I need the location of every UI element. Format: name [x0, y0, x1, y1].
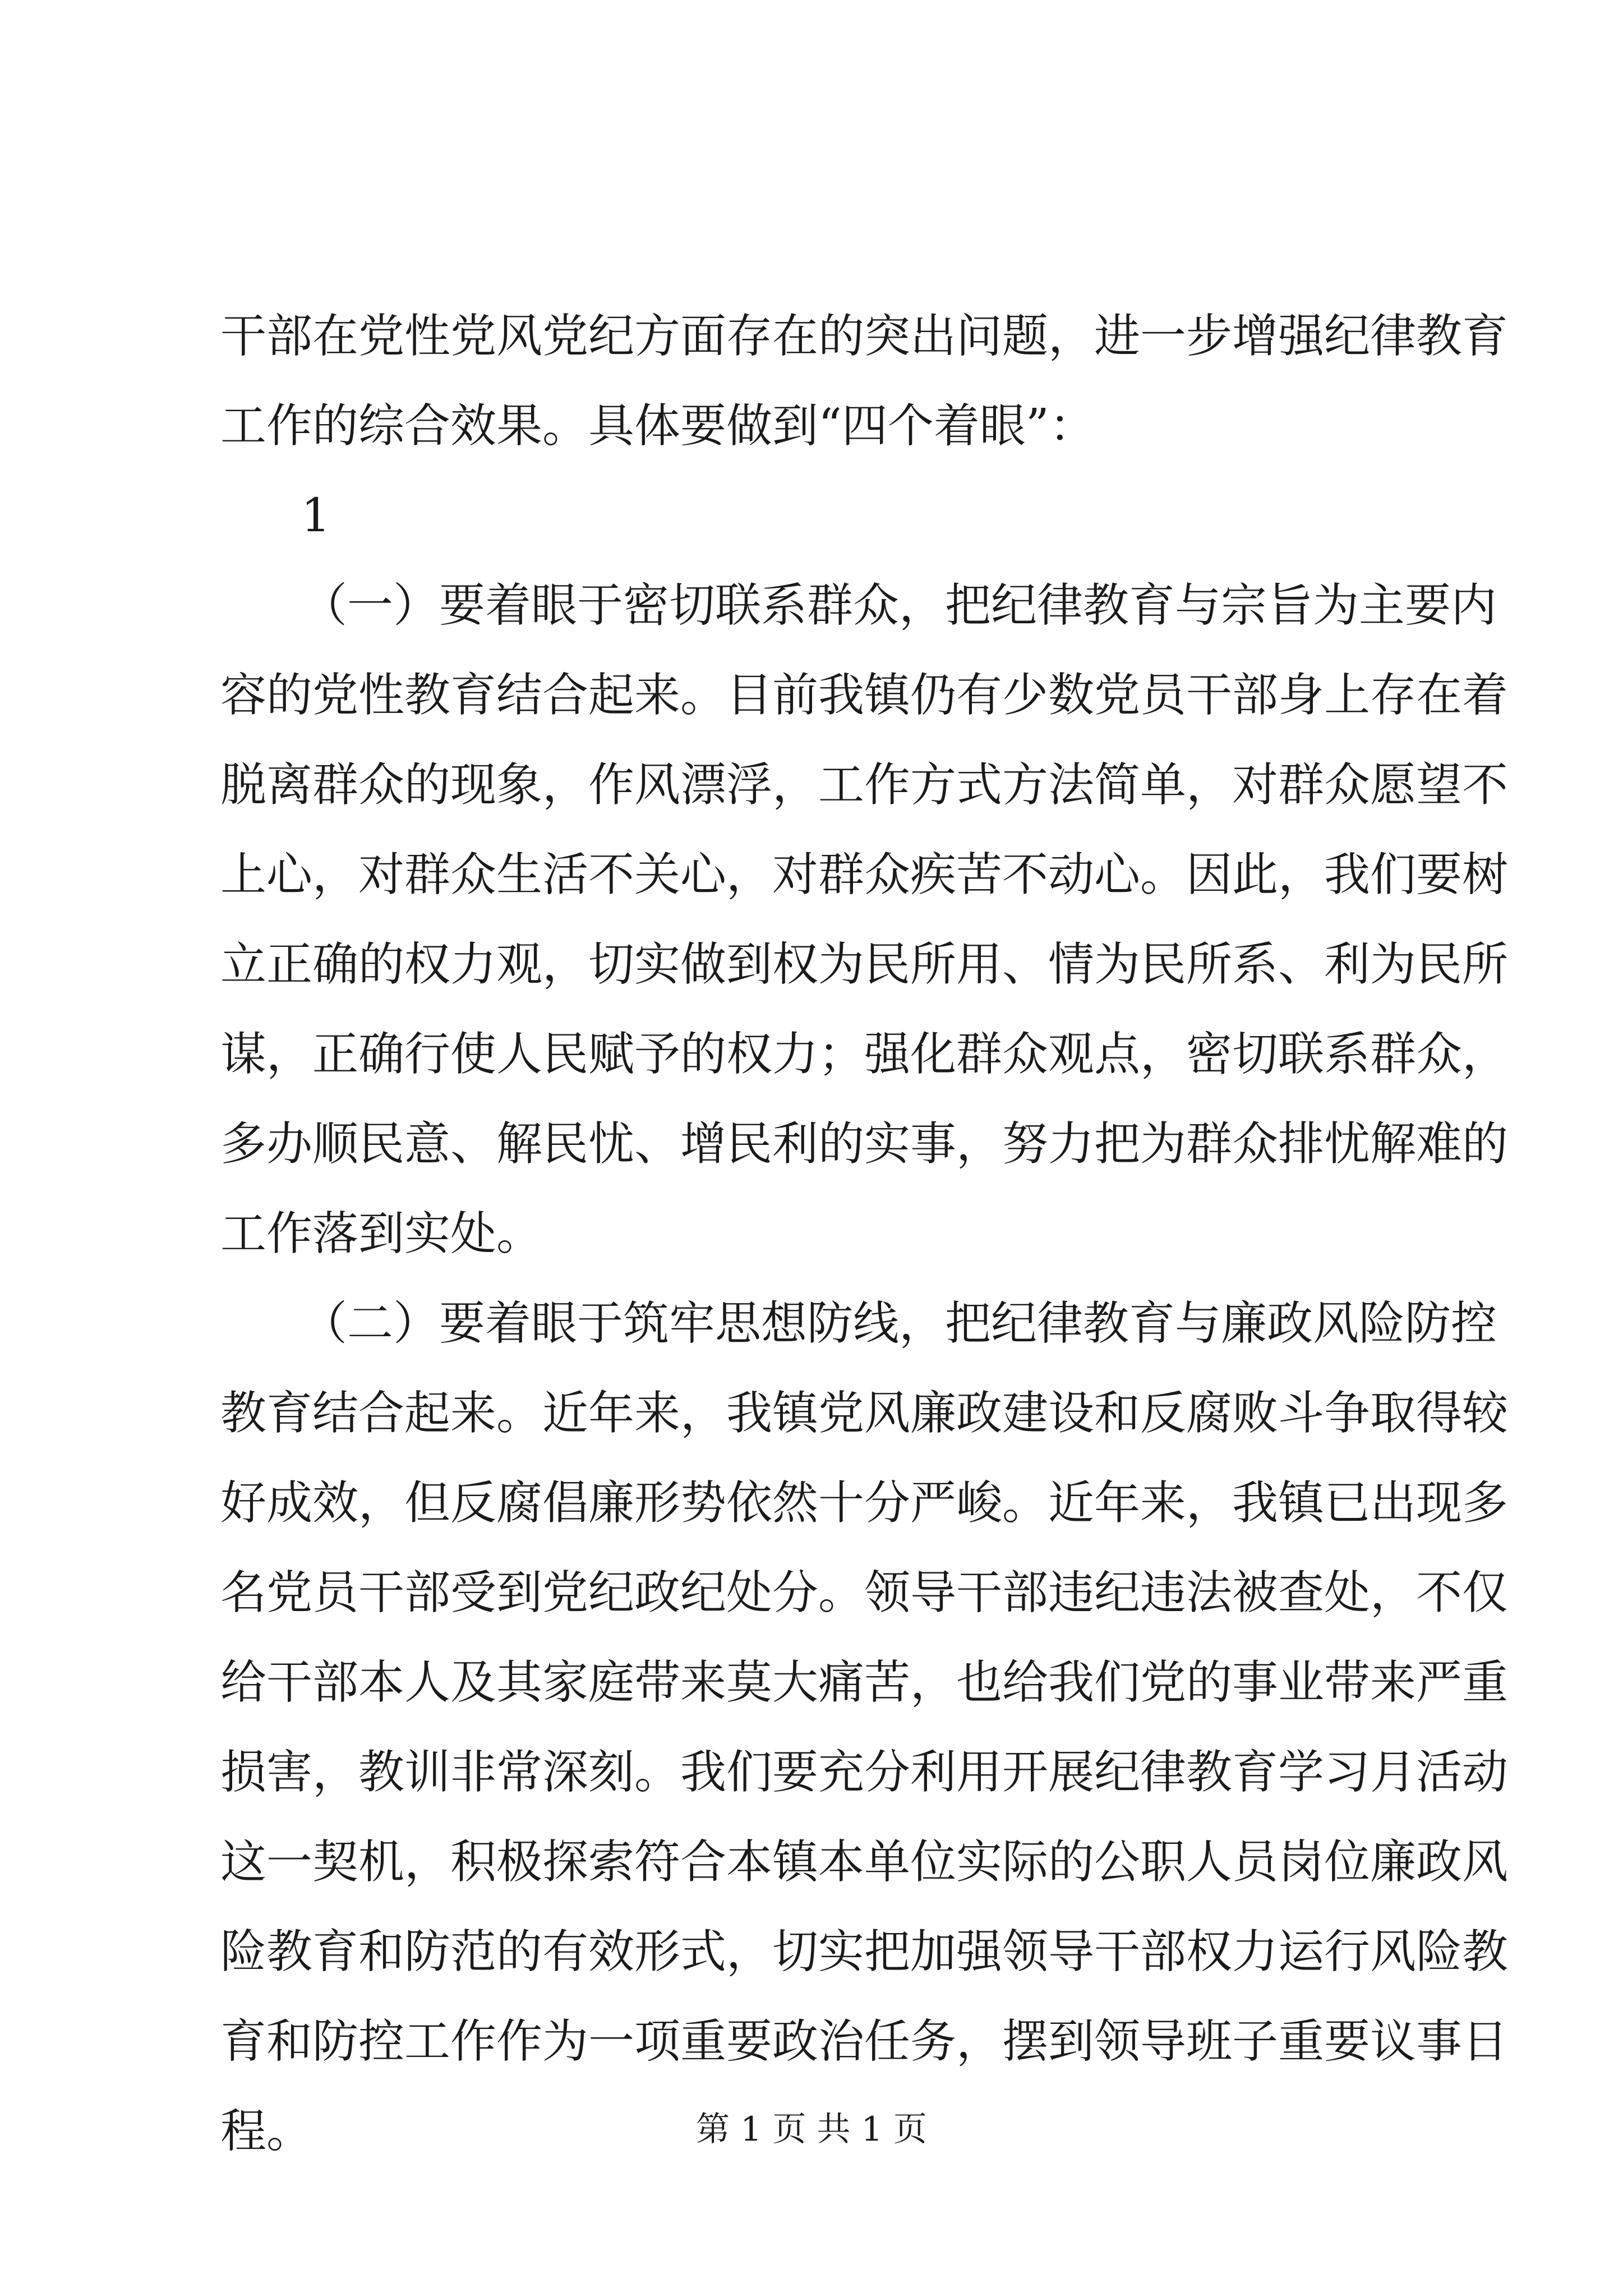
paragraph-1-line: （一）要着眼于密切联系群众，把纪律教育与宗旨为主要内 [301, 579, 1497, 632]
paragraph-2-line: 好成效，但反腐倡廉形势依然十分严峻。近年来，我镇已出现多 [220, 1476, 1509, 1530]
paragraph-2-line: 育和防控工作作为一项重要政治任务，摆到领导班子重要议事日 [220, 2015, 1509, 2068]
paragraph-2-line: 教育结合起来。近年来，我镇党风廉政建设和反腐败斗争取得较 [220, 1387, 1509, 1440]
paragraph-1-line: 多办顺民意、解民忧、增民利的实事，努力把为群众排忧解难的 [220, 1117, 1509, 1171]
paragraph-1-line: 工作落到实处。 [220, 1207, 543, 1260]
paragraph-2-line: 险教育和防范的有效形式，切实把加强领导干部权力运行风险教 [220, 1925, 1509, 1978]
paragraph-1-line: 上心，对群众生活不关心，对群众疾苦不动心。因此，我们要树 [220, 848, 1509, 901]
paragraph-2-line: 给干部本人及其家庭带来莫大痛苦，也给我们党的事业带来严重 [220, 1656, 1509, 1709]
paragraph-1-line: 脱离群众的现象，作风漂浮，工作方式方法简单，对群众愿望不 [220, 758, 1509, 812]
text-line: 干部在党性党风党纪方面存在的突出问题，进一步增强纪律教育 [220, 310, 1509, 363]
paragraph-2-line: 名党员干部受到党纪政纪处分。领导干部违纪违法被查处，不仅 [220, 1566, 1509, 1619]
page-footer: 第 1 页 共 1 页 [696, 2110, 927, 2149]
paragraph-1-line: 容的党性教育结合起来。目前我镇仍有少数党员干部身上存在着 [220, 669, 1509, 722]
paragraph-2-line: 这一契机，积极探索符合本镇本单位实际的公职人员岗位廉政风 [220, 1835, 1509, 1889]
paragraph-1-line: 谋，正确行使人民赋予的权力；强化群众观点，密切联系群众， [220, 1028, 1509, 1081]
section-number: 1 [301, 489, 331, 542]
paragraph-2-line: 程。 [220, 2105, 313, 2158]
paragraph-1-line: 立正确的权力观，切实做到权为民所用、情为民所系、利为民所 [220, 938, 1509, 991]
text-line: 工作的综合效果。具体要做到“四个着眼”： [220, 399, 1095, 453]
paragraph-2-line: （二）要着眼于筑牢思想防线，把纪律教育与廉政风险防控 [301, 1297, 1497, 1350]
paragraph-2-line: 损害，教训非常深刻。我们要充分利用开展纪律教育学习月活动 [220, 1746, 1509, 1799]
